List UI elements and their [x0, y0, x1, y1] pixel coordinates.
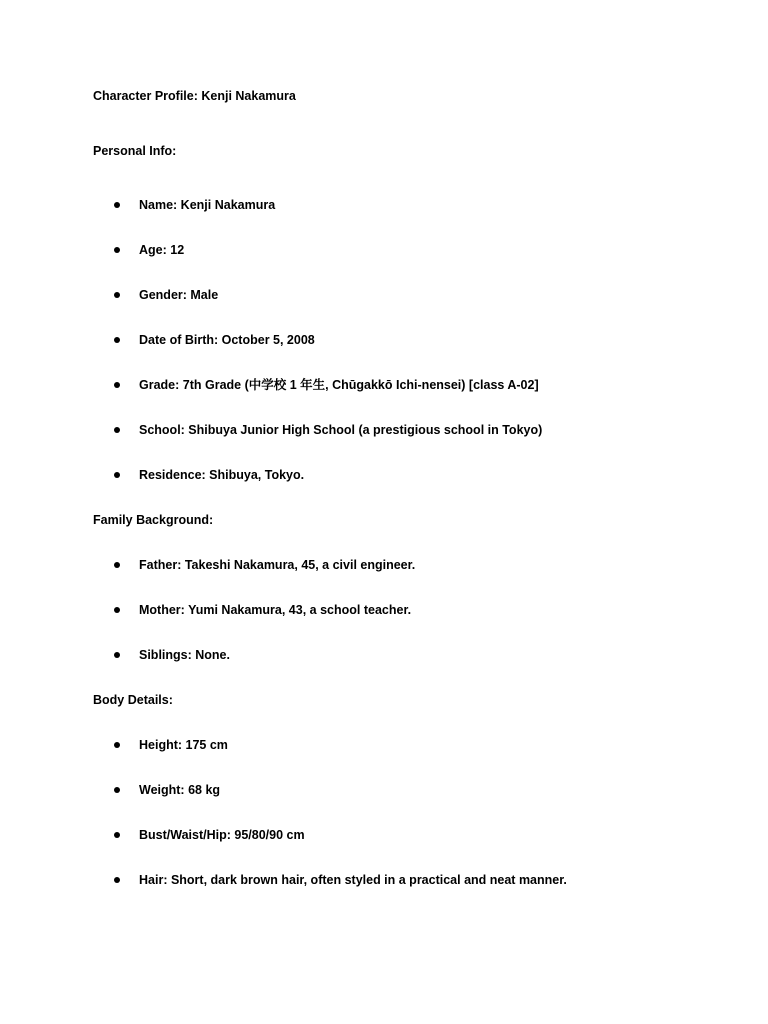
list-item-measurements: Bust/Waist/Hip: 95/80/90 cm — [139, 828, 305, 842]
list-item-father: Father: Takeshi Nakamura, 45, a civil engineer. — [139, 558, 416, 572]
bullet-icon — [114, 292, 120, 298]
bullet-icon — [114, 562, 120, 568]
list-item-siblings: Siblings: None. — [139, 648, 230, 662]
bullet-icon — [114, 202, 120, 208]
bullet-icon — [114, 382, 120, 388]
list-item-height: Height: 175 cm — [139, 738, 228, 752]
list-item-grade: Grade: 7th Grade (中学校 1 年生, Chūgakkō Ichi-nensei) [class A-02] — [139, 378, 539, 392]
list-item-school: School: Shibuya Junior High School (a prestigious school in Tokyo) — [139, 423, 543, 437]
list-item-mother: Mother: Yumi Nakamura, 43, a school teacher. — [139, 603, 412, 617]
bullet-icon — [114, 247, 120, 253]
list-item-name: Name: Kenji Nakamura — [139, 198, 276, 212]
document-title: Character Profile: Kenji Nakamura — [93, 89, 296, 103]
list-item-residence: Residence: Shibuya, Tokyo. — [139, 468, 305, 482]
section-heading-body-details: Body Details: — [93, 693, 173, 707]
bullet-icon — [114, 427, 120, 433]
list-item-age: Age: 12 — [139, 243, 185, 257]
list-item-hair: Hair: Short, dark brown hair, often styled in a practical and neat manner. — [139, 873, 567, 887]
bullet-icon — [114, 742, 120, 748]
section-heading-family-background: Family Background: — [93, 513, 214, 527]
list-item-weight: Weight: 68 kg — [139, 783, 221, 797]
bullet-icon — [114, 607, 120, 613]
bullet-icon — [114, 787, 120, 793]
list-item-gender: Gender: Male — [139, 288, 219, 302]
bullet-icon — [114, 832, 120, 838]
bullet-icon — [114, 472, 120, 478]
bullet-icon — [114, 652, 120, 658]
list-item-date-of-birth: Date of Birth: October 5, 2008 — [139, 333, 315, 347]
bullet-icon — [114, 877, 120, 883]
section-heading-personal-info: Personal Info: — [93, 144, 177, 158]
bullet-icon — [114, 337, 120, 343]
